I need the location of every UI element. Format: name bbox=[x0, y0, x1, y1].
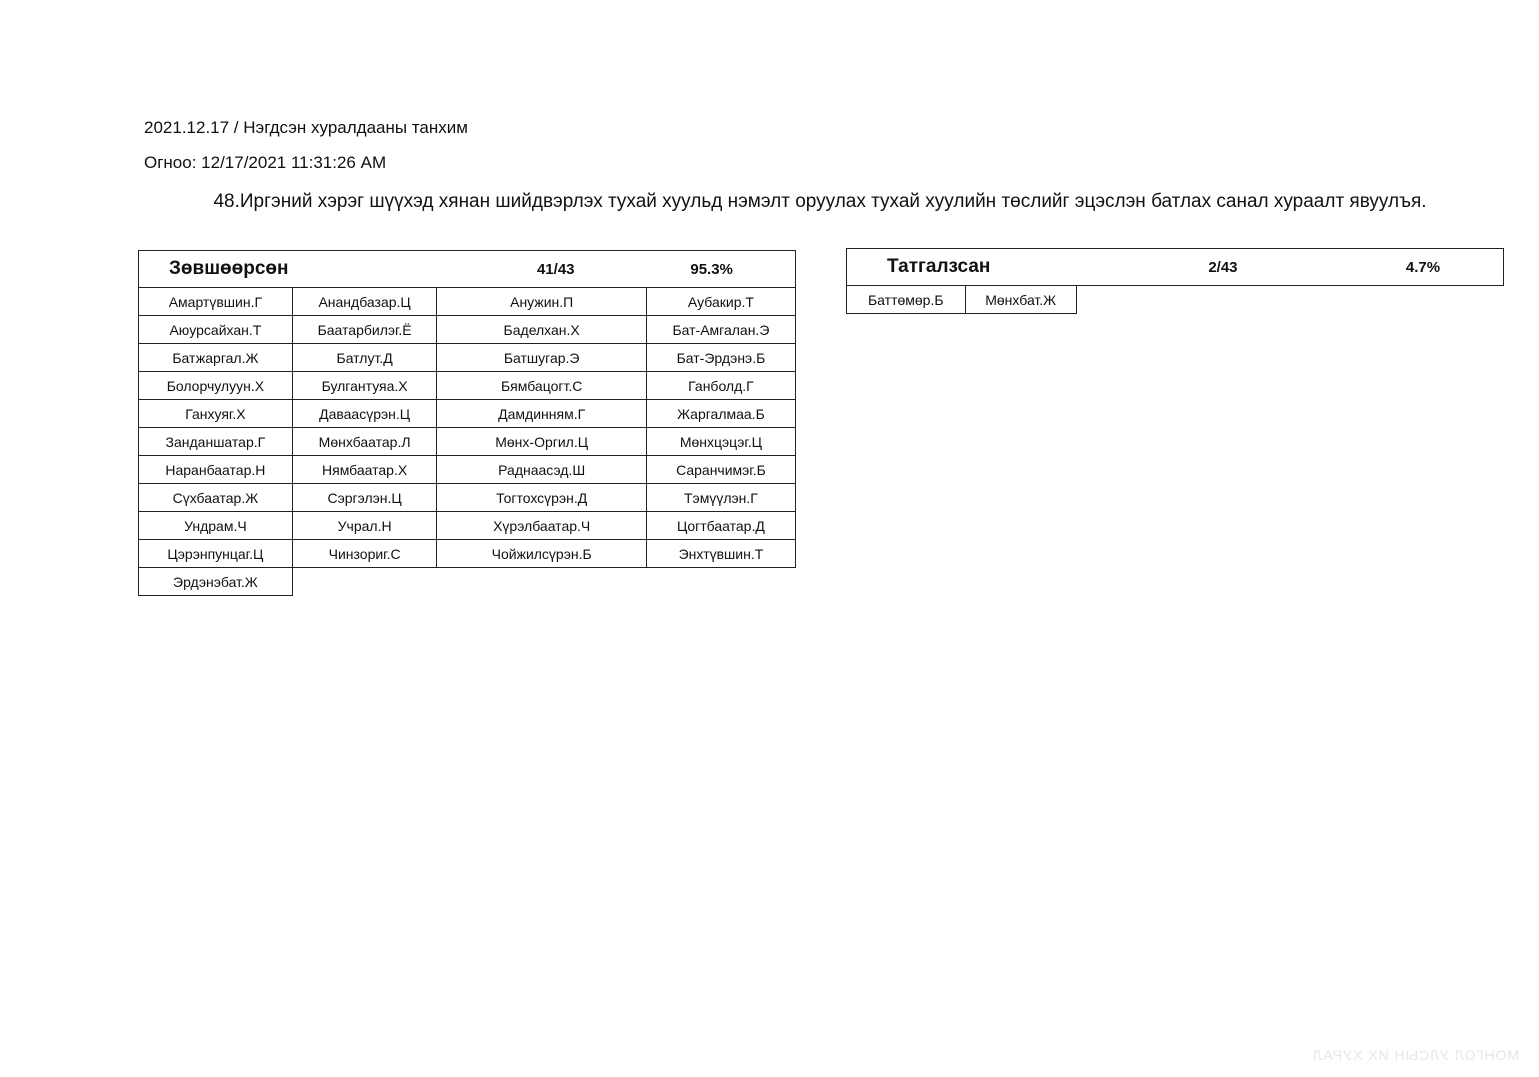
member-name: Жаргалмаа.Б bbox=[646, 400, 795, 428]
name-row bbox=[139, 540, 796, 568]
name-row bbox=[139, 456, 796, 484]
name-row bbox=[139, 344, 796, 372]
member-name: Чойжилсүрэн.Б bbox=[437, 540, 646, 568]
watermark: МОНГОЛ УЛСЫН ИХ ХУРАЛ bbox=[1311, 1047, 1519, 1063]
member-name: Булгантуяа.Х bbox=[292, 372, 437, 400]
session-line: 2021.12.17 / Нэгдсэн хуралдааны танхим bbox=[144, 118, 468, 137]
member-name: Занданшатар.Г bbox=[139, 428, 293, 456]
name-row bbox=[139, 372, 796, 400]
member-name: Болорчулуун.Х bbox=[139, 372, 293, 400]
member-name: Саранчимэг.Б bbox=[646, 456, 795, 484]
member-name: Сүхбаатар.Ж bbox=[139, 484, 293, 512]
empty-cell bbox=[1326, 286, 1504, 314]
name-row bbox=[139, 568, 796, 596]
reject-table bbox=[846, 248, 1504, 314]
member-name: Эрдэнэбат.Ж bbox=[139, 568, 293, 596]
empty-cell bbox=[437, 568, 646, 596]
member-name: Аубакир.Т bbox=[646, 288, 795, 316]
approve-percent: 95.3% bbox=[646, 251, 795, 288]
member-name: Бат-Амгалан.Э bbox=[646, 316, 795, 344]
approve-header bbox=[139, 251, 796, 288]
member-name: Тогтохсүрэн.Д bbox=[437, 484, 646, 512]
member-name: Тэмүүлэн.Г bbox=[646, 484, 795, 512]
name-row bbox=[139, 288, 796, 316]
member-name: Баделхан.Х bbox=[437, 316, 646, 344]
empty-cell bbox=[1076, 286, 1326, 314]
member-name: Батшугар.Э bbox=[437, 344, 646, 372]
name-row bbox=[139, 428, 796, 456]
reject-names bbox=[847, 286, 1504, 314]
name-row bbox=[139, 512, 796, 540]
member-name: Бямбацогт.С bbox=[437, 372, 646, 400]
member-name: Мөнхцэцэг.Ц bbox=[646, 428, 795, 456]
reject-percent: 4.7% bbox=[1326, 249, 1504, 286]
approve-names bbox=[139, 288, 796, 596]
member-name: Мөнх-Оргил.Ц bbox=[437, 428, 646, 456]
member-name: Батжаргал.Ж bbox=[139, 344, 293, 372]
name-row bbox=[139, 316, 796, 344]
member-name: Бат-Эрдэнэ.Б bbox=[646, 344, 795, 372]
member-name: Амартүвшин.Г bbox=[139, 288, 293, 316]
member-name: Мөнхбаатар.Л bbox=[292, 428, 437, 456]
member-name: Чинзориг.С bbox=[292, 540, 437, 568]
approve-count: 41/43 bbox=[437, 251, 646, 288]
member-name: Батлут.Д bbox=[292, 344, 437, 372]
empty-cell bbox=[292, 568, 437, 596]
member-name: Аюурсайхан.Т bbox=[139, 316, 293, 344]
date-line: Огноо: 12/17/2021 11:31:26 AM bbox=[144, 153, 387, 172]
reject-header bbox=[847, 249, 1504, 286]
name-row bbox=[139, 484, 796, 512]
member-name: Баттөмөр.Б bbox=[847, 286, 966, 314]
member-name: Анандбазар.Ц bbox=[292, 288, 437, 316]
reject-count: 2/43 bbox=[1076, 249, 1326, 286]
member-name: Ганболд.Г bbox=[646, 372, 795, 400]
member-name: Энхтүвшин.Т bbox=[646, 540, 795, 568]
motion-title: 48.Иргэний хэрэг шүүхэд хянан шийдвэрлэх тухай хуульд нэмэлт оруулах тухай хуулийн төслийг эцэслэн батлах санал хураалт явуулъя. bbox=[213, 191, 1427, 212]
member-name: Даваасүрэн.Ц bbox=[292, 400, 437, 428]
name-row bbox=[139, 400, 796, 428]
name-row bbox=[847, 286, 1504, 314]
approve-label: Зөвшөөрсөн bbox=[139, 251, 437, 288]
member-name: Учрал.Н bbox=[292, 512, 437, 540]
member-name: Цогтбаатар.Д bbox=[646, 512, 795, 540]
member-name: Дамдинням.Г bbox=[437, 400, 646, 428]
member-name: Анужин.П bbox=[437, 288, 646, 316]
member-name: Ундрам.Ч bbox=[139, 512, 293, 540]
member-name: Хүрэлбаатар.Ч bbox=[437, 512, 646, 540]
member-name: Мөнхбат.Ж bbox=[965, 286, 1076, 314]
member-name: Цэрэнпунцаг.Ц bbox=[139, 540, 293, 568]
approve-table bbox=[138, 250, 796, 596]
member-name: Сэргэлэн.Ц bbox=[292, 484, 437, 512]
member-name: Наранбаатар.Н bbox=[139, 456, 293, 484]
empty-cell bbox=[646, 568, 795, 596]
member-name: Раднаасэд.Ш bbox=[437, 456, 646, 484]
reject-label: Татгалзсан bbox=[847, 249, 1077, 286]
member-name: Баатарбилэг.Ё bbox=[292, 316, 437, 344]
member-name: Ганхуяг.Х bbox=[139, 400, 293, 428]
member-name: Нямбаатар.Х bbox=[292, 456, 437, 484]
